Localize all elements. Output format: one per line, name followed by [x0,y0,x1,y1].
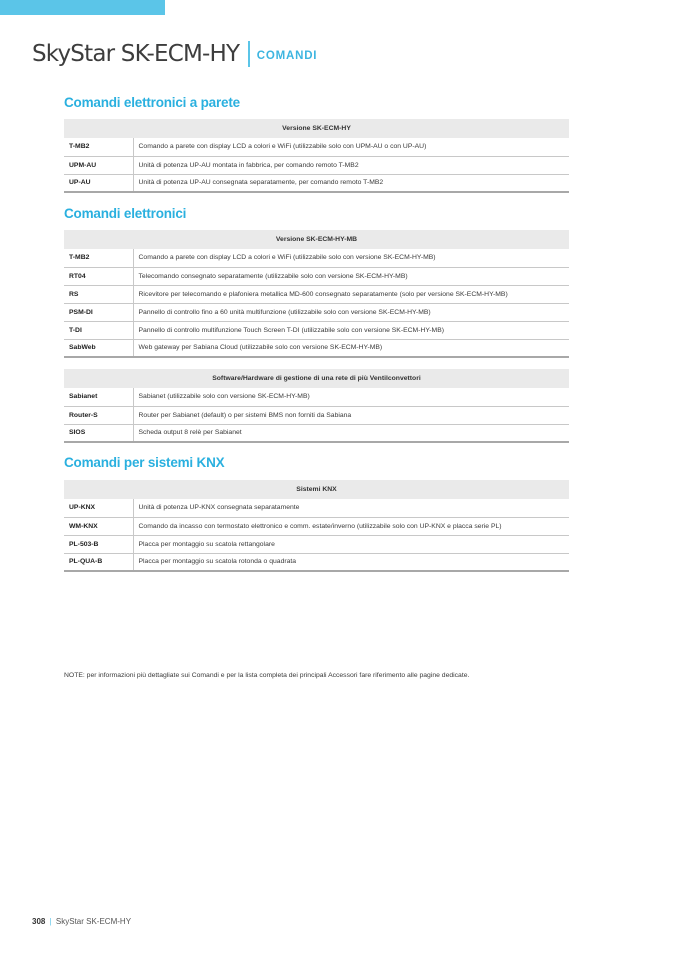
row-code: T-MB2 [64,138,133,156]
table-knx-systems [64,480,569,572]
heading-knx-controls: Comandi per sistemi KNX [64,455,225,470]
row-code: SabWeb [64,339,133,357]
page-header [32,36,317,68]
heading-electronic-controls: Comandi elettronici [64,206,187,221]
row-code: T-DI [64,321,133,339]
table-row [64,339,569,357]
table-row [64,406,569,424]
row-code: PL-503-B [64,535,133,553]
title-divider [248,41,250,67]
page-number: 308 [32,917,46,926]
table-row [64,267,569,285]
row-description: Scheda output 8 relè per Sabianet [133,424,569,442]
table-row [64,517,569,535]
row-code: RT04 [64,267,133,285]
table-row [64,388,569,406]
table-row [64,174,569,192]
heading-wall-controls: Comandi elettronici a parete [64,95,240,110]
row-code: UP-AU [64,174,133,192]
table-row [64,285,569,303]
section-tag: COMANDI [256,50,318,62]
table-row [64,249,569,267]
row-code: PSM-DI [64,303,133,321]
row-description: Comando da incasso con termostato elettronico e comm. estate/inverno (utilizzabile solo con UP-KNX e placca serie PL) [133,517,569,535]
row-description: Ricevitore per telecomando e plafoniera metallica MD-600 consegnato separatamente (solo per versione SK-ECM-HY-MB) [133,285,569,303]
table-row [64,321,569,339]
page-footer [32,917,131,926]
table-row [64,424,569,442]
table-caption: Versione SK-ECM-HY [64,119,569,138]
row-code: Router-S [64,406,133,424]
row-code: T-MB2 [64,249,133,267]
row-description: Telecomando consegnato separatamente (utilizzabile solo con versione SK-ECM-HY-MB) [133,267,569,285]
row-description: Comando a parete con display LCD a colori e WiFi (utilizzabile solo con UPM-AU o con UP-AU) [133,138,569,156]
row-description: Unità di potenza UP-AU consegnata separatamente, per comando remoto T-MB2 [133,174,569,192]
table-network-management [64,369,569,443]
table-row [64,499,569,517]
table-row [64,535,569,553]
table-row [64,303,569,321]
table-caption: Versione SK-ECM-HY-MB [64,230,569,249]
row-description: Web gateway per Sabiana Cloud (utilizzabile solo con versione SK-ECM-HY-MB) [133,339,569,357]
row-code: SIOS [64,424,133,442]
table-row [64,138,569,156]
row-code: PL-QUA-B [64,553,133,571]
footer-separator: | [49,917,52,926]
page-title: SkyStar SK-ECM-HY [32,41,240,67]
row-description: Sabianet (utilizzabile solo con versione SK-ECM-HY-MB) [133,388,569,406]
row-description: Placca per montaggio su scatola rettangolare [133,535,569,553]
table-caption: Software/Hardware di gestione di una rete di più Ventilconvettori [64,369,569,388]
row-description: Comando a parete con display LCD a colori e WiFi (utilizzabile solo con versione SK-ECM-HY-MB) [133,249,569,267]
row-description: Unità di potenza UP-AU montata in fabbrica, per comando remoto T-MB2 [133,156,569,174]
row-code: Sabianet [64,388,133,406]
footnote: NOTE: per informazioni più dettagliate sui Comandi e per la lista completa dei principali Accessori fare riferimento alle pagine dedicate. [64,672,470,679]
row-code: WM-KNX [64,517,133,535]
table-sk-ecm-hy [64,119,569,193]
row-code: UPM-AU [64,156,133,174]
row-description: Pannello di controllo fino a 60 unità multifunzione (utilizzabile solo con versione SK-ECM-HY-MB) [133,303,569,321]
row-description: Unità di potenza UP-KNX consegnata separatamente [133,499,569,517]
table-sk-ecm-hy-mb [64,230,569,358]
top-accent-bar [0,0,165,15]
table-caption: Sistemi KNX [64,480,569,499]
row-description: Router per Sabianet (default) o per sistemi BMS non forniti da Sabiana [133,406,569,424]
row-code: RS [64,285,133,303]
footer-product: SkyStar SK-ECM-HY [55,917,132,926]
row-code: UP-KNX [64,499,133,517]
table-row [64,553,569,571]
row-description: Placca per montaggio su scatola rotonda o quadrata [133,553,569,571]
table-row [64,156,569,174]
row-description: Pannello di controllo multifunzione Touch Screen T-DI (utilizzabile solo con versione SK-ECM-HY-MB) [133,321,569,339]
